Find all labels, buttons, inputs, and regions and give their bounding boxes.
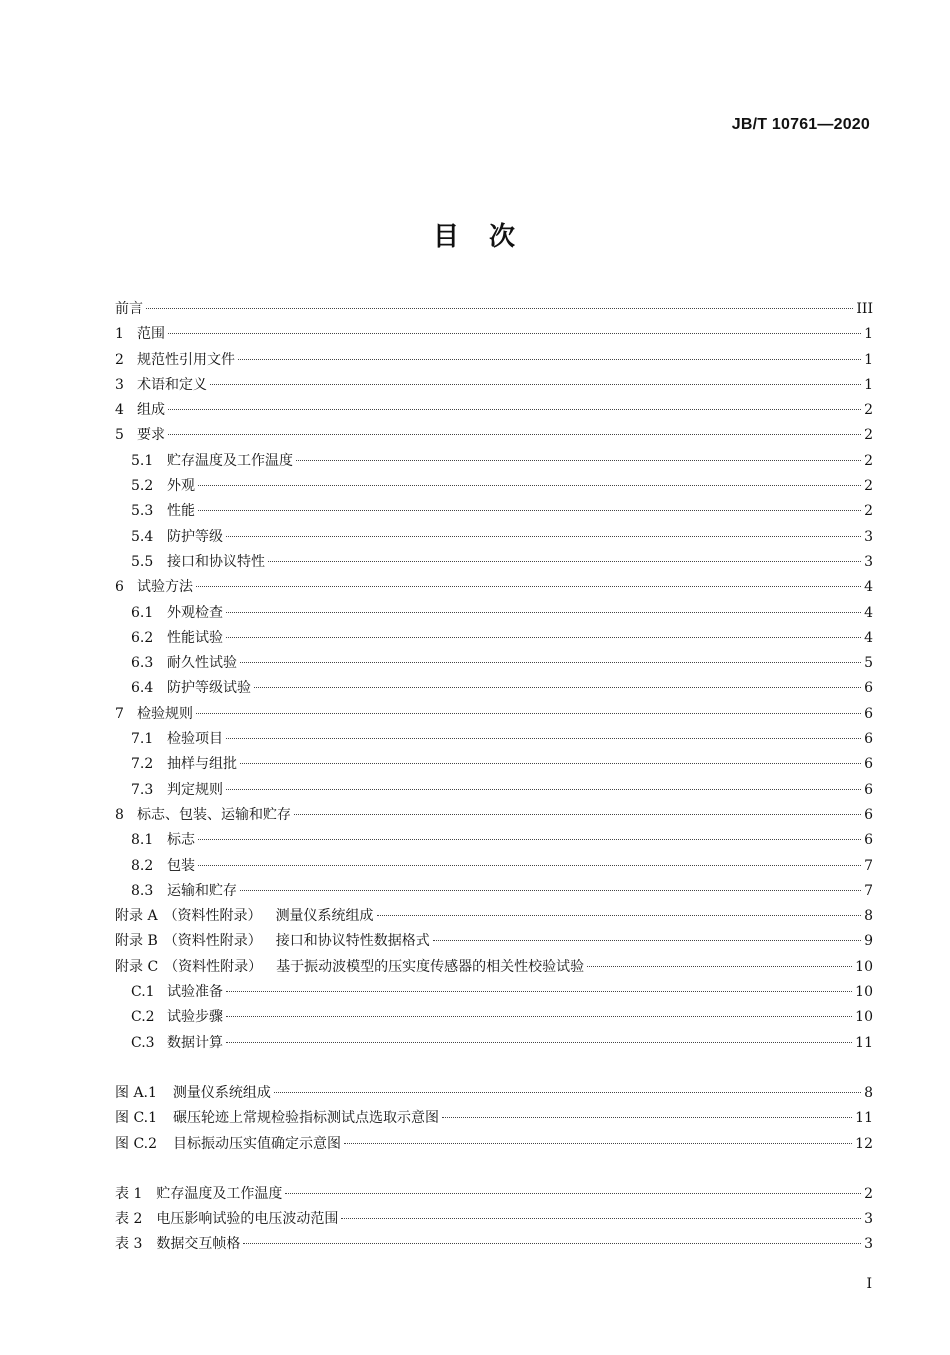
toc-entry-label: 碾压轮迹上常规检验指标测试点选取示意图 [173, 1110, 440, 1127]
toc-entry[interactable] [115, 1132, 873, 1157]
section-gap [115, 1157, 873, 1182]
toc-entry-number: 6 [115, 579, 124, 596]
toc-entry[interactable] [115, 1081, 873, 1106]
dot-leader [240, 763, 861, 764]
toc-entry-number: 8 [115, 806, 124, 823]
toc-entry-page: 4 [864, 604, 873, 621]
toc-entry-label: 要求 [137, 427, 165, 444]
toc-entry-page: 8 [864, 908, 873, 925]
toc-entry-label: 接口和协议特性数据格式 [275, 933, 430, 950]
dot-leader [442, 1117, 852, 1118]
toc-entry[interactable] [115, 828, 873, 853]
toc-entry-page: 3 [864, 553, 873, 570]
toc-entry-label: 包装 [167, 857, 195, 874]
dot-leader [226, 738, 861, 739]
toc-entry-classification: （资料性附录） [163, 933, 262, 950]
toc-entry-label: 测量仪系统组成 [172, 1084, 271, 1101]
toc-entry-number: 附录 C [115, 958, 159, 975]
dot-leader [226, 612, 861, 613]
toc-entry-label: 性能 [167, 503, 195, 520]
dot-leader [341, 1218, 861, 1219]
toc-entry-page: 2 [864, 402, 873, 419]
dot-leader [274, 1092, 861, 1093]
toc-entry-number: 5.2 [131, 478, 154, 495]
toc-entry-label: 接口和协议特性 [167, 553, 265, 570]
toc-entry-number: 7.1 [131, 731, 154, 748]
toc-entry-page: 1 [864, 351, 873, 368]
toc-entry-label: 检验规则 [137, 705, 193, 722]
toc-entry[interactable] [115, 1232, 873, 1257]
toc-entry-label: 检验项目 [167, 731, 223, 748]
dot-leader [226, 1016, 852, 1017]
dot-leader [254, 687, 861, 688]
toc-entry-page: 11 [855, 1110, 873, 1127]
toc-entry-page: 2 [864, 427, 873, 444]
toc-entry-page: 6 [864, 832, 873, 849]
toc-entry-page: 3 [864, 1211, 873, 1228]
dot-leader [226, 789, 861, 790]
toc-entry-label: 前言 [115, 301, 143, 317]
dot-leader [198, 839, 861, 840]
toc-entry[interactable] [115, 348, 873, 373]
dot-leader [198, 510, 861, 511]
page-number: I [866, 1276, 872, 1292]
toc-entry[interactable] [115, 1182, 873, 1207]
toc-entry-number: 5 [115, 427, 124, 444]
toc-entry[interactable] [115, 474, 873, 499]
toc-entry[interactable] [115, 1106, 873, 1131]
toc-entry-page: 6 [864, 680, 873, 697]
page-title: 目 次 [432, 222, 517, 252]
dot-leader [226, 637, 861, 638]
toc-entry[interactable] [115, 676, 873, 701]
toc-entry[interactable] [115, 904, 873, 929]
toc-entry-label: 运输和贮存 [167, 882, 237, 899]
toc-entry[interactable] [115, 601, 873, 626]
toc-entry-label: 贮存温度及工作温度 [167, 452, 293, 469]
toc-entry[interactable] [115, 373, 873, 398]
toc-entry-number: 3 [115, 376, 124, 393]
dot-leader [240, 890, 861, 891]
toc-entry-page: 2 [864, 478, 873, 495]
toc-entry[interactable] [115, 423, 873, 448]
toc-entry-page: 6 [864, 781, 873, 798]
toc-entry[interactable] [115, 550, 873, 575]
toc-entry-number: 图 C.2 [115, 1135, 158, 1152]
toc-entry-page: 3 [864, 528, 873, 545]
toc-entry-page: 1 [864, 376, 873, 393]
toc-entry-label: 规范性引用文件 [137, 351, 235, 368]
toc-entry-page: 6 [864, 705, 873, 722]
toc-entry-label: 范围 [137, 326, 165, 343]
dot-leader [587, 966, 852, 967]
dot-leader [168, 409, 861, 410]
toc-entry-page: 12 [855, 1135, 873, 1152]
table-of-contents [115, 297, 873, 1258]
toc-entry-number: 6.3 [131, 655, 154, 672]
toc-entry-number: 5.1 [131, 452, 154, 469]
dot-leader [243, 1243, 861, 1244]
toc-entry-number: 表 1 [115, 1185, 143, 1202]
section-gap [115, 1056, 873, 1081]
dot-leader [198, 865, 861, 866]
dot-leader [196, 586, 861, 587]
toc-entry-number: 6.4 [131, 680, 154, 697]
toc-entry-number: 8.3 [131, 882, 154, 899]
dot-leader [294, 814, 861, 815]
toc-entry-label: 判定规则 [167, 781, 223, 798]
toc-entry[interactable] [115, 879, 873, 904]
toc-entry-label: 贮存温度及工作温度 [156, 1185, 283, 1202]
dot-leader [240, 662, 861, 663]
toc-entry[interactable] [115, 727, 873, 752]
toc-entry-number: 8.1 [131, 832, 154, 849]
toc-entry-label: 试验方法 [137, 579, 193, 596]
toc-entry-number: 8.2 [131, 857, 154, 874]
toc-entry-page: 7 [864, 882, 873, 899]
toc-entry-number: 6.1 [131, 604, 154, 621]
toc-entry-page: 11 [855, 1034, 873, 1051]
toc-entry[interactable] [115, 651, 873, 676]
toc-entry[interactable] [115, 803, 873, 828]
dot-leader [168, 333, 861, 334]
dot-leader [226, 991, 852, 992]
dot-leader [296, 460, 861, 461]
dot-leader [238, 359, 861, 360]
toc-entry[interactable] [115, 752, 873, 777]
toc-entry-page: 10 [855, 984, 873, 1001]
toc-entry[interactable] [115, 1207, 873, 1232]
toc-entry-page: 7 [864, 857, 873, 874]
toc-entry-number: 7.2 [131, 756, 154, 773]
toc-entry-label: 数据计算 [167, 1034, 223, 1051]
toc-entry-label: 试验准备 [167, 984, 223, 1001]
toc-entry-label: 外观检查 [167, 604, 223, 621]
dot-leader [146, 308, 853, 309]
toc-entry-label: 术语和定义 [137, 376, 207, 393]
dot-leader [268, 561, 861, 562]
toc-entry-number: C.2 [131, 1009, 155, 1026]
toc-entry[interactable] [115, 525, 873, 550]
toc-entry-number: 图 C.1 [115, 1110, 158, 1127]
toc-entry-page: 3 [864, 1236, 873, 1253]
toc-entry-page: 2 [864, 452, 873, 469]
toc-entry[interactable] [115, 398, 873, 423]
toc-entry-label: 试验步骤 [167, 1009, 223, 1026]
dot-leader [168, 434, 861, 435]
toc-entry[interactable] [115, 499, 873, 524]
toc-entry-number: 7 [115, 705, 124, 722]
toc-entry-page: 6 [864, 806, 873, 823]
toc-entry-number: 表 3 [115, 1236, 143, 1253]
toc-entry-label: 标志、包装、运输和贮存 [137, 806, 291, 823]
toc-entry-label: 组成 [137, 402, 165, 419]
toc-entry-number: 表 2 [115, 1211, 143, 1228]
dot-leader [344, 1143, 852, 1144]
toc-entry-number: 5.4 [131, 528, 154, 545]
toc-entry[interactable] [115, 854, 873, 879]
toc-entry-page: 2 [864, 503, 873, 520]
toc-entry[interactable] [115, 1031, 873, 1056]
toc-entry-page: III [856, 301, 873, 317]
toc-entry-number: 附录 A [115, 908, 158, 925]
toc-entry[interactable] [115, 955, 873, 980]
toc-entry-label: 目标振动压实值确定示意图 [173, 1135, 342, 1152]
toc-entry-number: 2 [115, 351, 124, 368]
dot-leader [226, 536, 861, 537]
toc-entry-page: 6 [864, 731, 873, 748]
toc-entry[interactable] [115, 297, 873, 322]
toc-entry-number: 附录 B [115, 933, 158, 950]
toc-entry-label: 数据交互帧格 [156, 1236, 241, 1253]
toc-entry-page: 1 [864, 326, 873, 343]
toc-entry-label: 耐久性试验 [167, 655, 237, 672]
toc-entry[interactable] [115, 778, 873, 803]
toc-entry-number: 4 [115, 402, 124, 419]
toc-entry-label: 标志 [167, 832, 195, 849]
toc-entry-number: C.3 [131, 1034, 155, 1051]
toc-entry-number: 5.3 [131, 503, 154, 520]
toc-entry[interactable] [115, 449, 873, 474]
toc-entry-number: 1 [115, 326, 124, 343]
toc-entry-number: 7.3 [131, 781, 154, 798]
toc-entry[interactable] [115, 980, 873, 1005]
toc-entry-label: 基于振动波模型的压实度传感器的相关性校验试验 [276, 958, 585, 975]
toc-entry-number: 图 A.1 [115, 1084, 157, 1101]
toc-entry-label: 外观 [167, 478, 195, 495]
standard-number: JB/T 10761—2020 [731, 116, 870, 133]
toc-entry-page: 9 [864, 933, 873, 950]
toc-entry-page: 4 [864, 579, 873, 596]
toc-entry-page: 10 [855, 1009, 873, 1026]
toc-entry-page: 5 [864, 655, 873, 672]
toc-entry-label: 电压影响试验的电压波动范围 [156, 1211, 339, 1228]
toc-entry-page: 4 [864, 629, 873, 646]
toc-entry[interactable] [115, 1005, 873, 1030]
toc-entry[interactable] [115, 702, 873, 727]
toc-entry-number: 6.2 [131, 629, 154, 646]
toc-entry-page: 6 [864, 756, 873, 773]
toc-entry[interactable] [115, 929, 873, 954]
toc-entry-label: 防护等级试验 [167, 680, 251, 697]
toc-entry-classification: （资料性附录） [163, 908, 262, 925]
toc-entry-label: 防护等级 [167, 528, 223, 545]
dot-leader [433, 940, 861, 941]
toc-entry[interactable] [115, 575, 873, 600]
dot-leader [198, 485, 861, 486]
toc-entry-page: 10 [855, 958, 873, 975]
toc-entry-page: 2 [864, 1185, 873, 1202]
dot-leader [377, 915, 862, 916]
toc-entry-label: 测量仪系统组成 [275, 908, 374, 925]
dot-leader [210, 384, 861, 385]
toc-entry-number: C.1 [131, 984, 155, 1001]
dot-leader [196, 713, 861, 714]
dot-leader [226, 1042, 852, 1043]
toc-entry-classification: （资料性附录） [164, 958, 263, 975]
dot-leader [285, 1193, 861, 1194]
toc-entry-page: 8 [864, 1084, 873, 1101]
toc-entry[interactable] [115, 322, 873, 347]
toc-entry-label: 性能试验 [167, 629, 223, 646]
toc-entry-label: 抽样与组批 [167, 756, 237, 773]
toc-entry[interactable] [115, 626, 873, 651]
toc-entry-number: 5.5 [131, 553, 154, 570]
